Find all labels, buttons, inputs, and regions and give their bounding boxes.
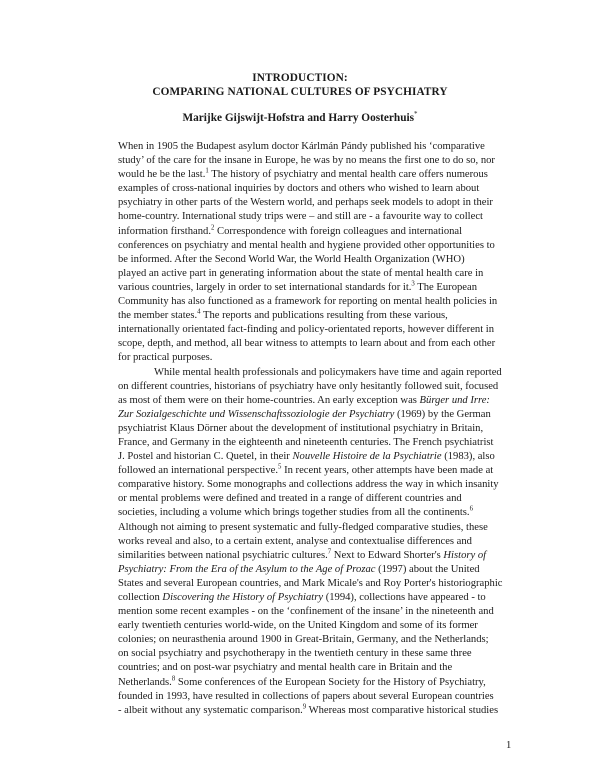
text-run: comparative history. Some monographs and collections address the way in which insanity [118,479,499,491]
text-run: Netherlands. [118,676,172,688]
footnote-ref: 1 [205,167,209,175]
text-run: societies, including a volume which brings together studies from all the continents. [118,507,470,519]
text-line [118,690,528,704]
text-line [118,704,528,718]
text-line [118,295,528,309]
text-line [118,591,528,605]
text-run: on social psychiatry and psychotherapy in the twentieth century in these same three [118,648,472,660]
text-line [118,168,528,182]
text-line [118,154,528,168]
text-line [118,619,528,633]
text-line [118,196,528,210]
text-run: works reveal and also, to a certain extent, analyse and contextualise differences and [118,535,472,547]
text-run: Correspondence with foreign colleagues and international [214,225,463,237]
text-line [118,450,528,464]
text-line [118,492,528,506]
page-number: 1 [506,740,512,751]
footnote-ref: 6 [469,505,473,513]
text-run: collection [118,592,163,603]
text-run: Next to Edward Shorter's [331,549,444,561]
footnote-ref: 9 [302,703,307,711]
text-run: The European [414,281,477,293]
text-line [118,309,528,323]
text-line [118,464,528,478]
text-run: Community has also functioned as a framework for reporting on mental health policies in [118,296,498,308]
text-line [118,408,528,422]
text-line [118,380,528,394]
chapter-title: COMPARING NATIONAL CULTURES OF PSYCHIATRY [152,86,448,98]
chapter-heading: INTRODUCTION: [252,72,348,84]
text-run: founded in 1993, have resulted in collections of papers about several European countries [118,690,494,702]
text-run: - albeit without any systematic comparison. [118,704,303,716]
text-run: The history of psychiatry and mental health care offers numerous [208,169,488,181]
text-line [118,436,528,450]
text-run: The reports and publications resulting from these various, [200,310,448,322]
text-line [118,140,528,154]
text-line [118,253,528,267]
text-run: internationally orientated fact-finding and policy-orientated reports, however different in [118,324,495,336]
text-line [118,225,528,239]
footnote-ref: 7 [327,548,332,556]
text-run: countries; and on post-war psychiatry and mental health care in Britain and the [118,662,453,674]
text-run: on different countries, historians of psychiatry have only hesitantly followed suit, focused [118,380,499,392]
italic-title: Nouvelle Histoire de la Psychiatrie [292,451,442,463]
text-line [118,210,528,224]
italic-title: History of [443,549,487,561]
text-run: similarities between national psychiatric cultures. [118,549,328,561]
text-run: played an active part in generating information about the state of mental health care in [118,267,484,279]
footnote-ref: 8 [171,675,176,683]
text-run: as most of them were on their home-countries. An early exception was [118,394,420,406]
text-run: mention some recent examples - on the ‘confinement of the insane’ in the nineteenth and [118,606,494,618]
text-run: examples of cross-national inquiries by doctors and others who wished to learn about [118,183,480,195]
text-line [118,337,528,351]
text-run: (1997) about the United [375,563,480,575]
text-line [118,676,528,690]
text-line [118,633,528,647]
text-run: followed an international perspective. [118,465,279,477]
text-run: (1969) by the German [394,408,491,420]
italic-title: Discovering the History of Psychiatry [162,592,324,603]
italic-title: Zur Sozialgeschichte und Wissenschaftssoziologie der Psychiatry [118,408,395,420]
text-line [118,182,528,196]
text-run: be informed. After the Second World War, the World Health Organization (WHO) [118,253,465,265]
text-run: scope, depth, and method, all bear witness to attempts to learn about and from each other [118,338,496,350]
text-line [118,563,528,577]
text-line [118,661,528,675]
text-run: France, and Germany in the eighteenth and nineteenth centuries. The French psychiatrist [118,436,494,448]
text-run: While mental health professionals and policymakers have time and again reported [154,366,502,378]
author-names: Marijke Gijswijt-Hofstra and Harry Oosterhuis [182,112,415,124]
footnote-ref: 3 [411,280,415,288]
text-run: psychiatrist Klaus Dörner about the development of institutional psychiatry in Britain, [118,422,484,434]
body-text [118,140,528,718]
text-line [118,267,528,281]
text-line [118,351,528,365]
text-run: Whereas most comparative historical studies [306,704,499,716]
text-line [118,478,528,492]
text-line [118,281,528,295]
italic-title: Psychiatry: From the Era of the Asylum to the Age of Prozac [118,563,376,575]
text-line [118,366,528,380]
footnote-ref: 2 [210,224,215,232]
footnote-ref: 4 [197,308,201,316]
text-run: J. Postel and historian C. Quetel, in their [118,451,293,463]
text-line [118,239,528,253]
footnote-ref: 5 [278,463,282,471]
text-run: States and several European countries, and Mark Micale's and Roy Porter's historiographic [118,577,503,589]
text-line [118,605,528,619]
text-run: (1994), collections have appeared - to [323,592,486,603]
text-line [118,521,528,535]
text-run: In recent years, other attempts have been made at [281,465,494,477]
text-run: would he be the last. [118,169,206,181]
text-line [118,506,528,520]
text-run: colonies; on neurasthenia around 1900 in Great-Britain, Germany, and the Netherlands; [118,634,489,646]
text-run: study’ of the care for the insane in Europe, he was by no means the first one to do so, nor [118,155,495,167]
author-footnote-mark: * [414,110,418,119]
text-run: the member states. [118,310,198,322]
text-run: When in 1905 the Budapest asylum doctor Kárlmán Pándy published his ‘comparative [118,141,485,152]
text-line [118,422,528,436]
text-run: Although not aiming to present systematic and fully-fledged comparative studies, these [118,521,488,533]
text-line [118,577,528,591]
text-line [118,323,528,337]
text-run: Some conferences of the European Society for the History of Psychiatry, [175,676,486,688]
text-run: home-country. International study trips were – and still are - a favourite way to collect [118,211,483,223]
text-run: conferences on psychiatry and mental health and hygiene provided other opportunities to [118,239,495,251]
text-run: for practical purposes. [118,352,213,364]
text-run: various countries, largely in order to set international standards for it. [118,281,412,293]
text-run: early twentieth centuries world-wide, on the United Kingdom and some of its former [118,620,478,632]
text-run: information firsthand. [118,225,211,237]
text-line [118,549,528,563]
author-line [0,112,600,124]
text-run: or mental problems were defined and treated in a range of different countries and [118,493,462,505]
text-line [118,394,528,408]
text-run: (1983), also [441,451,495,463]
text-run: psychiatry in other parts of the Western world, and perhaps seek models to adopt in their [118,197,493,209]
italic-title: Bürger und Irre: [419,394,490,406]
text-line [118,647,528,661]
text-line [118,535,528,549]
